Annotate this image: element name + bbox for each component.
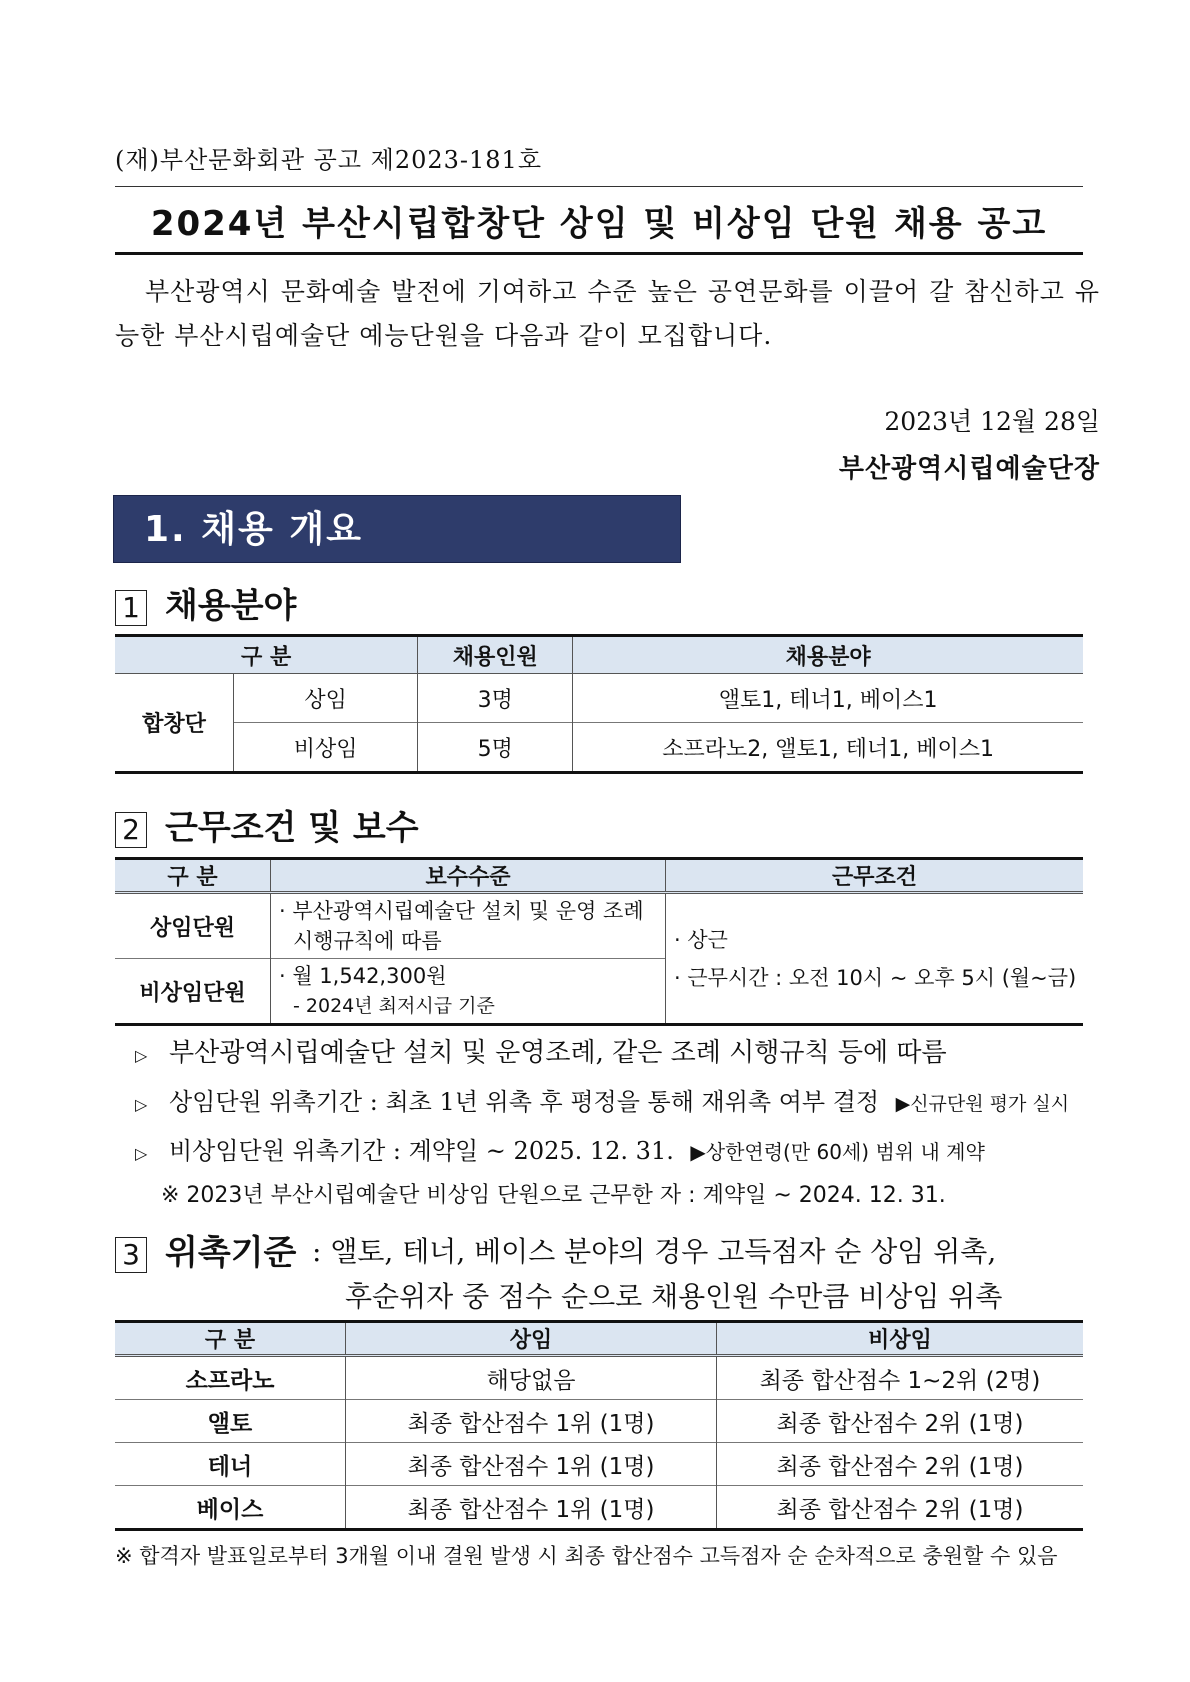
list-item — [135, 1079, 1095, 1128]
subsection-title: 위촉기준 — [165, 1233, 297, 1273]
intro-paragraph: 부산광역시 문화예술 발전에 기여하고 수준 높은 공연문화를 이끌어 갈 참신하고 유능한 부산시립예술단 예능단원을 다음과 같이 모집합니다. — [115, 277, 1100, 350]
table-cell: 앨토 — [115, 1400, 346, 1443]
subsection-title: 근무조건 및 보수 — [165, 808, 419, 848]
criteria-table — [115, 1320, 1083, 1531]
section-number-box: 2 — [115, 812, 147, 848]
pay-line: - 2024년 최저시급 기준 — [293, 995, 495, 1017]
table-cell: 최종 합산점수 2위 (1명) — [717, 1486, 1084, 1530]
note-text: 부산광역시립예술단 설치 및 운영조례, 같은 조례 시행규칙 등에 따름 — [169, 1038, 947, 1068]
page-title: 2024년 부산시립합창단 상임 및 비상임 단원 채용 공고 — [150, 204, 1048, 244]
condition-line: · 근무시간 : 오전 10시 ~ 오후 5시 (월~금) — [674, 965, 1077, 990]
table-cell: 상임 — [234, 674, 418, 723]
subsection-2-heading — [115, 800, 419, 849]
pay-line: 시행규칙에 따름 — [293, 929, 442, 953]
group-cell: 합창단 — [142, 712, 206, 737]
table-header: 채용분야 — [573, 636, 1083, 674]
criteria-description: : 앨토, 테너, 베이스 분야의 경우 고득점자 순 상임 위촉, — [312, 1235, 997, 1268]
conditions-table — [115, 857, 1083, 1026]
table-cell: 최종 합산점수 2위 (1명) — [717, 1443, 1084, 1486]
table-cell: 앨토1, 테너1, 베이스1 — [573, 674, 1083, 723]
table-row — [115, 1356, 1083, 1400]
pay-line: · 월 1,542,300원 — [279, 964, 447, 988]
note-extra: ▶신규단원 평가 실시 — [895, 1093, 1070, 1115]
subsection-1-heading — [115, 578, 296, 627]
list-item — [135, 1030, 1095, 1079]
section-banner: 1. 채용 개요 — [113, 495, 681, 563]
notice-date: 2023년 12월 28일 — [884, 407, 1100, 436]
table-cell: 해당없음 — [346, 1356, 717, 1400]
note-remark: ※ 2023년 부산시립예술단 비상임 단원으로 근무한 자 : 계약일 ~ 2024. 12. 31. — [161, 1183, 946, 1208]
table-cell: 최종 합산점수 1위 (1명) — [346, 1400, 717, 1443]
table-cell: 테너 — [115, 1443, 346, 1486]
table-cell: 비상임 — [234, 723, 418, 773]
table-cell: 최종 합산점수 1~2위 (2명) — [717, 1356, 1084, 1400]
table-row — [115, 1486, 1083, 1530]
table-cell: 소프라노2, 앨토1, 테너1, 베이스1 — [573, 723, 1083, 773]
table-row — [115, 1443, 1083, 1486]
table-header: 구 분 — [115, 859, 271, 893]
triangle-bullet-icon: ▷ — [135, 1144, 148, 1163]
criteria-description: 후순위자 중 점수 순으로 채용인원 수만큼 비상임 위촉 — [345, 1280, 1003, 1313]
table-cell: 3명 — [418, 674, 573, 723]
note-extra: ▶상한연령(만 60세) 범위 내 계약 — [690, 1140, 985, 1164]
notes-list — [135, 1030, 1095, 1215]
table-header: 근무조건 — [666, 859, 1084, 893]
table-cell: 최종 합산점수 2위 (1명) — [717, 1400, 1084, 1443]
note-text: 상임단원 위촉기간 : 최초 1년 위촉 후 평정을 통해 재위촉 여부 결정 — [169, 1088, 880, 1116]
table-cell: 베이스 — [115, 1486, 346, 1530]
section-number-box: 3 — [115, 1237, 147, 1273]
title-underline — [115, 252, 1083, 255]
table-cell: 비상임단원 — [115, 959, 271, 1025]
table-row — [115, 1400, 1083, 1443]
table-header: 채용인원 — [418, 636, 573, 674]
section-number-box: 1 — [115, 590, 147, 626]
triangle-bullet-icon: ▷ — [135, 1046, 148, 1065]
table-row — [115, 723, 1083, 773]
signer: 부산광역시립예술단장 — [838, 454, 1100, 484]
table-cell: 최종 합산점수 1위 (1명) — [346, 1486, 717, 1530]
table-header: 상임 — [346, 1322, 717, 1356]
table-cell: 최종 합산점수 1위 (1명) — [346, 1443, 717, 1486]
table-header: 구 분 — [115, 636, 418, 674]
table-cell — [666, 893, 1084, 1025]
condition-line: · 상근 — [674, 927, 728, 952]
table-cell: 소프라노 — [185, 1367, 275, 1394]
table-header: 비상임 — [717, 1322, 1084, 1356]
table-cell — [271, 893, 666, 959]
table-row — [115, 893, 1083, 959]
table-cell — [271, 959, 666, 1025]
table-row — [115, 674, 1083, 723]
table-cell: 상임단원 — [149, 915, 235, 941]
subsection-title: 채용분야 — [165, 586, 297, 626]
table-cell: 5명 — [418, 723, 573, 773]
header-divider — [115, 186, 1083, 187]
table-header: 구 분 — [115, 1322, 346, 1356]
triangle-bullet-icon: ▷ — [135, 1095, 148, 1114]
table-header: 보수수준 — [271, 859, 666, 893]
footnote: ※ 합격자 발표일로부터 3개월 이내 결원 발생 시 최종 합산점수 고득점자 순 순차적으로 충원할 수 있음 — [115, 1544, 1058, 1568]
pay-line: · 부산광역시립예술단 설치 및 운영 조례 — [279, 899, 644, 923]
recruitment-table — [115, 634, 1083, 774]
note-text: 비상임단원 위촉기간 : 계약일 ~ 2025. 12. 31. — [169, 1137, 674, 1165]
notice-number: (재)부산문화회관 공고 제2023-181호 — [115, 146, 543, 174]
subsection-3-heading — [115, 1225, 296, 1274]
list-item — [135, 1128, 1095, 1177]
